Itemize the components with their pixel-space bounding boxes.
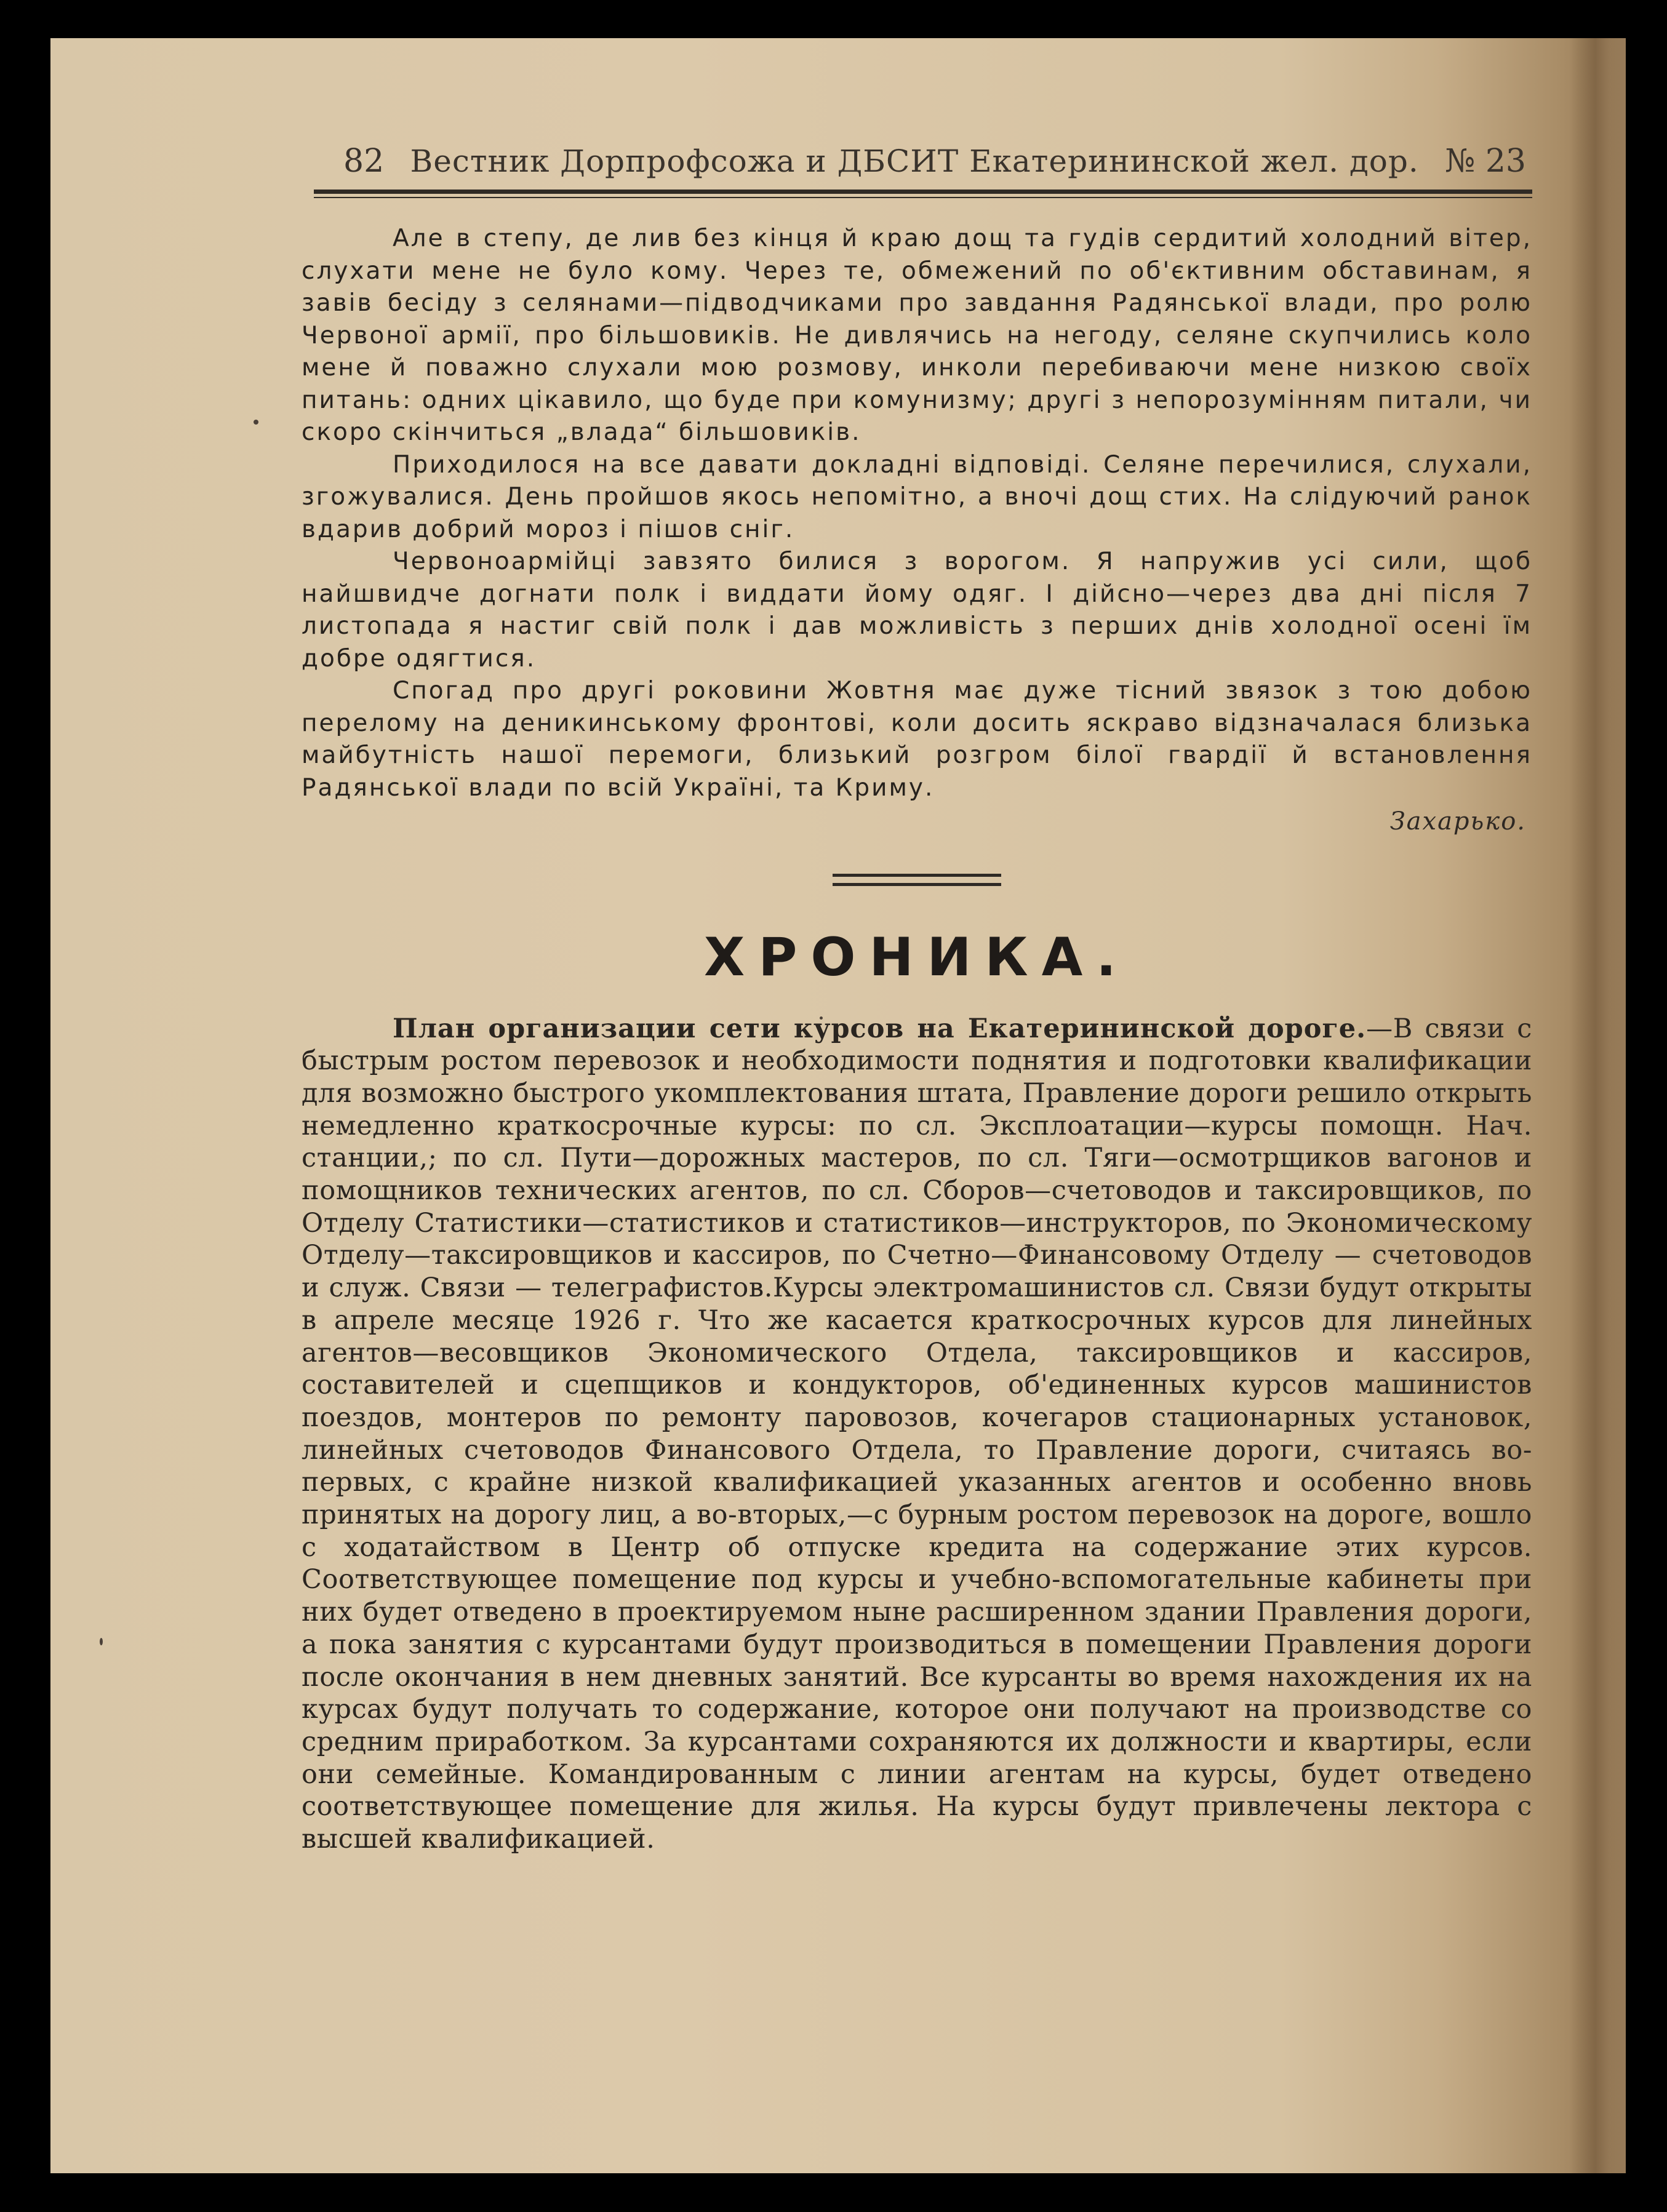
- chronicle-body: [252, 1013, 1532, 1856]
- page-fold-shadow: [1570, 38, 1626, 2173]
- chronicle-paragraph: [302, 1013, 1532, 1856]
- chronicle-text: —В связи с быстрым ростом перевозок и необходимости поднятия и подготовки квалификации для возможно быстрого укомплектования штата, Правление дороги решило открыть немедленно краткосрочные курсы: по сл. Эксплоатации—курсы помощн. Нач. станции,; по сл. Пути—дорожных мастеров, по сл. Тяги—осмотрщиков вагонов и помощников технических агентов, по сл. Сборов—счетоводов и таксировщиков, по Отделу Статистики—статистиков и статистиков—инструкторов, по Экономическому Отделу—таксировщиков и кассиров, по Счетно—Финансовому Отделу — счетоводов и служ. Связи — телеграфистов.Курсы электромашинистов сл. Связи будут открыты в апреле месяце 1926 г. Что же касается краткосрочных курсов для линейных агентов—весовщиков Экономического Отдела, таксировщиков и кассиров, составителей и сцепщиков и кондукторов, об'единенных курсов машинистов поездов, монтеров по ремонту паровозов, кочегаров стационарных установок, линейных счетоводов Финансового Отдела, то Правление дороги, считаясь во-первых, с крайне низкой квалификацией указанных агентов и особенно вновь принятых на дорогу лиц, а во-вторых,—с бурным ростом перевозок на дороге, вошло с ходатайством в Центр об отпуске кредита на содержание этих курсов. Соответствующее помещение под курсы и учебно-вспомогательные кабинеты при них будет отведено в проектируемом ныне расширенном здании Правления дороги, а пока занятия с курсантами будут производиться в помещении Правления дороги после окончания в нем дневных занятий. Все курсанты во время нахождения их на курсах будут получать то содержание, которое они получают на производстве со средним приработком. За курсантами сохраняются их должности и квартиры, если они семейные. Командированным с линии агентам на курсы, будет отведено соответствующее помещение для жилья. На курсы будут привлечены лектора с высшей квалификацией.: [302, 1013, 1532, 1855]
- article-body: [252, 223, 1532, 838]
- page-number: 82: [343, 143, 385, 180]
- book-page: [50, 38, 1626, 2173]
- page-content: [252, 143, 1532, 1856]
- running-header: [252, 143, 1532, 190]
- section-title: ХРОНИКА.: [704, 926, 1130, 988]
- issue-number: № 23: [1445, 143, 1526, 180]
- divider-line: [833, 883, 1001, 886]
- header-rule-thin: [314, 197, 1532, 198]
- article-signature: Захарько.: [1389, 807, 1526, 836]
- section-divider: [783, 874, 1001, 886]
- header-rule-thick: [314, 190, 1532, 194]
- ink-speck: [100, 1638, 103, 1645]
- article-paragraph: Червоноармійці завзято билися з ворогом. Я напружив усі сили, щоб найшвидче догнати полк і виддати йому одяг. І дійсно—через два дні після 7 листопада я настиг свій полк і дав можливість з перших днів холодної осені їм добре одягтися.: [302, 548, 1532, 673]
- article-paragraph: Спогад про другі роковини Жовтня має дуже тісний звязок з тою добою перелому на деникинському фронтові, коли досить яскраво відзначалася близька майбутність нашої перемоги, близький розгром білої гвардії й встановлення Радянської влади по всій Україні, та Криму.: [302, 677, 1532, 802]
- article-paragraph: Приходилося на все давати докладні відповіді. Селяне перечилися, слухали, згожувалися. День пройшов якось непомітно, а вночі дощ стих. На слідуючий ранок вдарив добрий мороз і пішов сніг.: [302, 450, 1532, 543]
- journal-title: Вестник Дорпрофсожа и ДБСИТ Екатерининской жел. дор.: [410, 143, 1419, 179]
- chronicle-lead: План организации сети курсов на Екатерининской дороге.: [393, 1013, 1367, 1044]
- divider-line: [833, 874, 1001, 877]
- article-paragraph: Але в степу, де лив без кінця й краю дощ та гудів сердитий холодний вітер, слухати мене не було кому. Через те, обмежений по об'єктивним обставинам, я завів бесіду з селянами—підводчиками про завдання Радянської влади, про ролю Червоної армії, про більшовиків. Не дивлячись на негоду, селяне скупчились коло мене й поважно слухали мою розмову, инколи перебиваючи мене низкою своїх питань: одних цікавило, що буде при комунизму; другі з непорозумінням питали, чи скоро скінчиться „влада“ більшовиків.: [302, 225, 1532, 446]
